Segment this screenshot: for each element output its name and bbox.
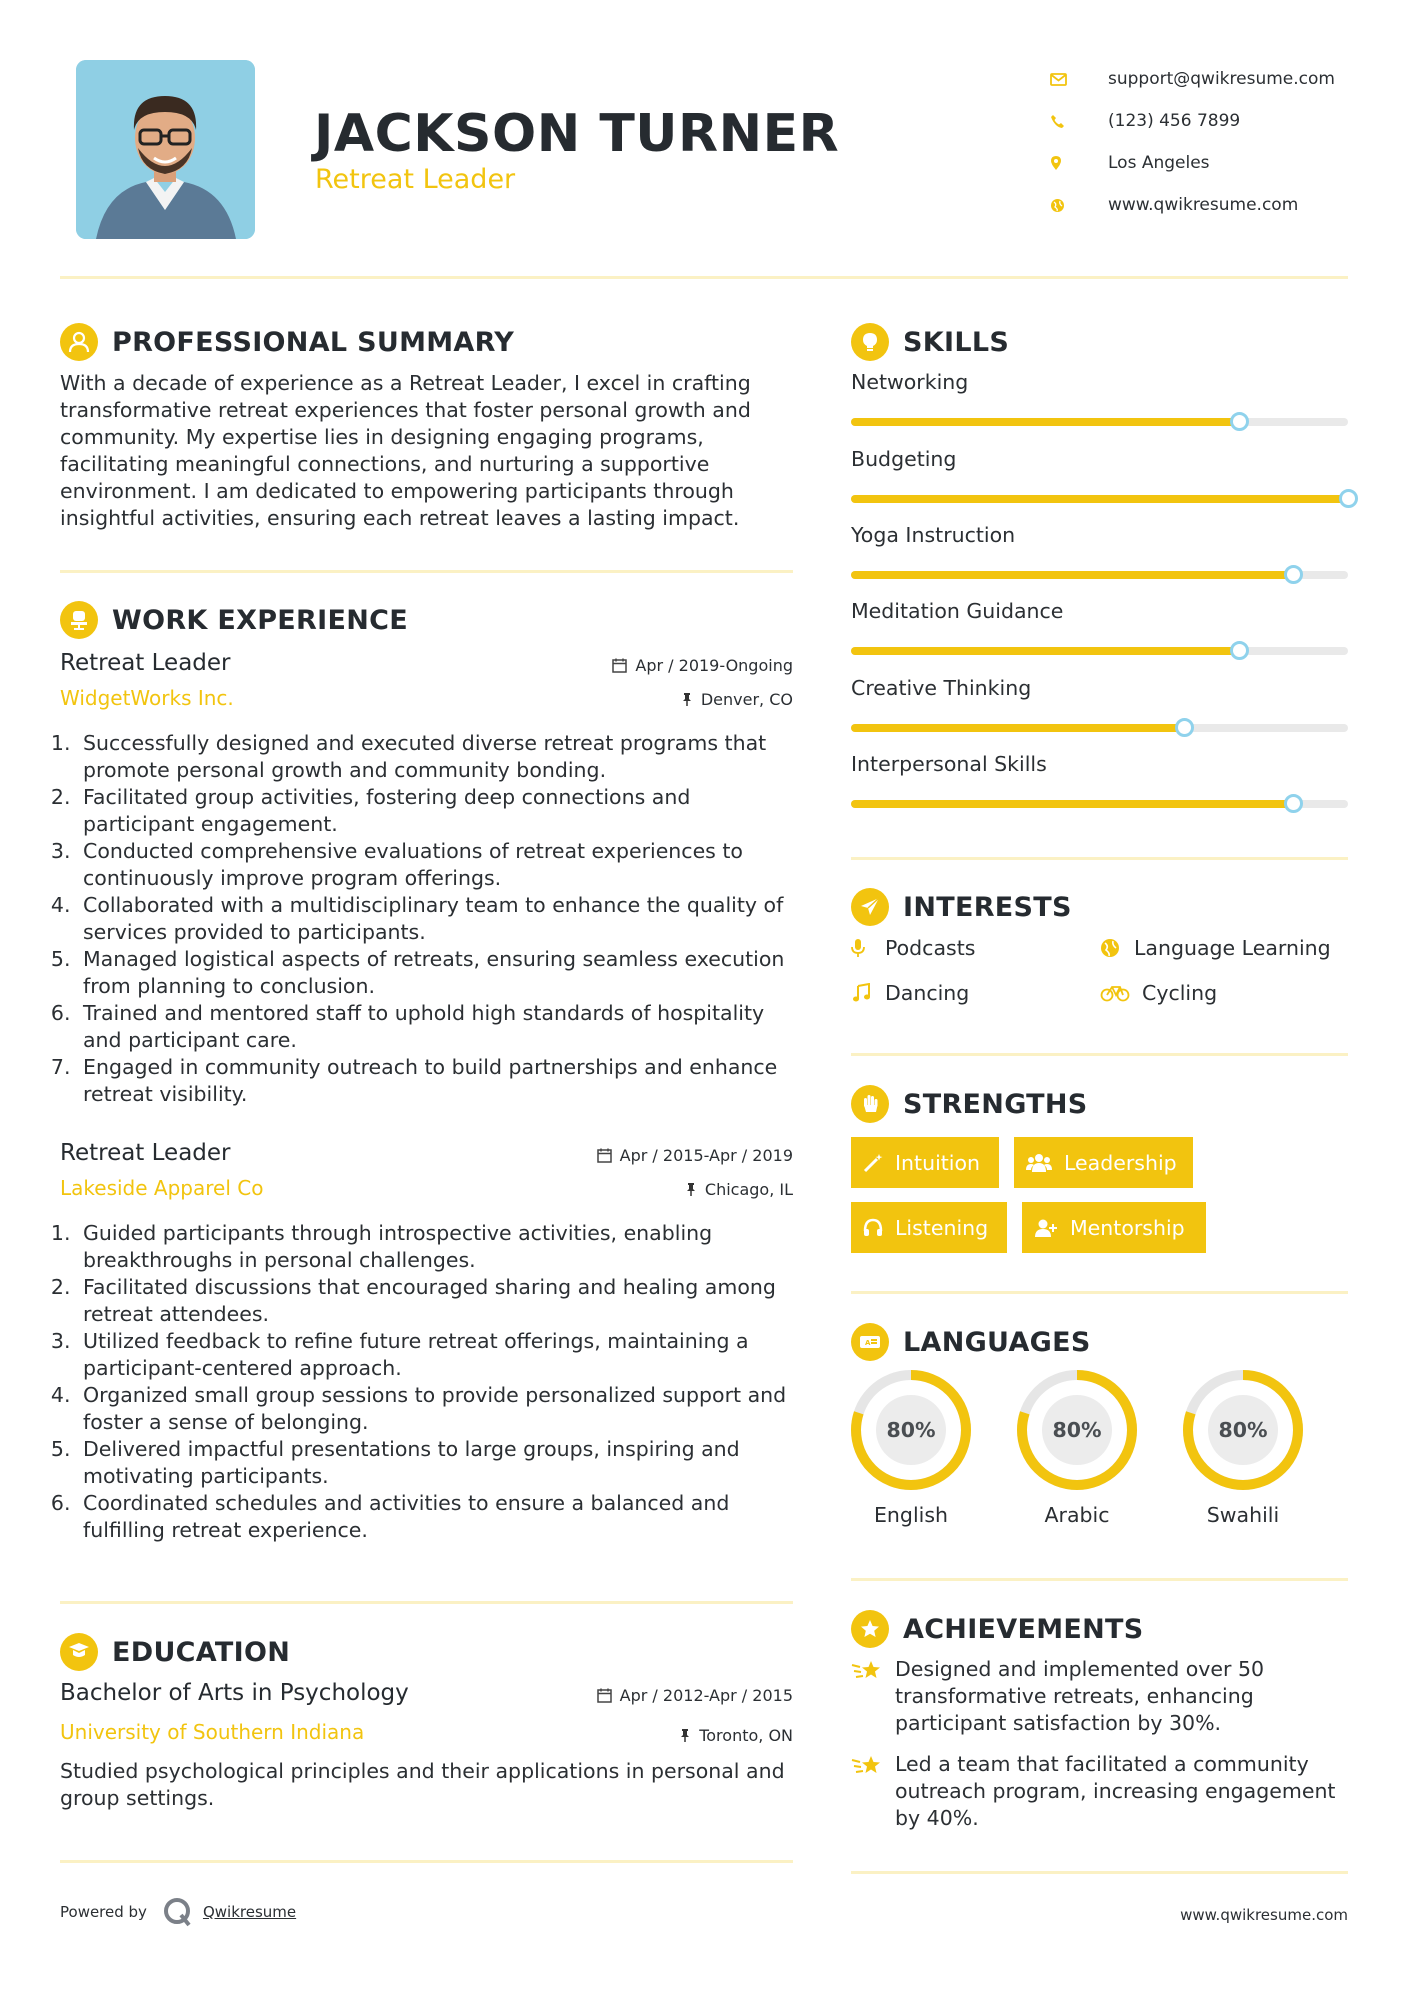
skill-bar (851, 724, 1348, 732)
skill-name: Interpersonal Skills (851, 752, 1047, 776)
interest-label: Cycling (1142, 981, 1218, 1005)
skills-heading (851, 323, 1009, 361)
users-icon (1026, 1153, 1052, 1173)
pushpin-icon (681, 692, 693, 707)
education-dates-text: Apr / 2012-Apr / 2015 (619, 1686, 793, 1705)
strength-label: Intuition (895, 1150, 981, 1175)
duty-item: 7. Engaged in community outreach to build partnerships and enhance retreat visibility. (77, 1054, 793, 1108)
pushpin-icon (685, 1182, 697, 1197)
duty-item: 5. Delivered impactful presentations to large groups, inspiring and motivating participants. (77, 1436, 793, 1490)
job-company: WidgetWorks Inc. (60, 686, 234, 710)
language-percent: 80% (1218, 1418, 1268, 1442)
language-percent: 80% (1052, 1418, 1102, 1442)
skill-bar-knob (1284, 794, 1303, 813)
profile-photo (76, 60, 255, 239)
skill-item (851, 599, 1348, 655)
skill-item (851, 370, 1348, 426)
duty-item: 3. Utilized feedback to refine future retreat offerings, maintaining a participant-centered approach. (77, 1328, 793, 1382)
job-duties (60, 730, 793, 1108)
achievements-heading-text: ACHIEVEMENTS (903, 1613, 1144, 1645)
skill-bar-knob (1284, 565, 1303, 584)
strength-tag (851, 1137, 999, 1188)
education-divider (60, 1860, 793, 1863)
interests-heading (851, 888, 1072, 926)
achievements-divider (851, 1871, 1348, 1874)
strengths-divider (851, 1291, 1348, 1294)
duty-item: 4. Organized small group sessions to provide personalized support and foster a sense of belonging. (77, 1382, 793, 1436)
job-dates (612, 656, 793, 675)
interest-label: Language Learning (1134, 936, 1331, 960)
candidate-name: JACKSON TURNER (314, 104, 840, 164)
shooting-star-icon (851, 1656, 895, 1737)
job-dates-text: Apr / 2019-Ongoing (635, 656, 793, 675)
language-name: English (873, 1503, 949, 1527)
languages-divider (851, 1578, 1348, 1581)
language-name: Swahili (1206, 1503, 1280, 1527)
powered-by-text: Powered by (60, 1903, 147, 1921)
skill-bar (851, 495, 1348, 503)
skill-bar-knob (1230, 412, 1249, 431)
skill-name: Networking (851, 370, 969, 394)
footer-powered-by (60, 1895, 296, 1929)
job-dates-text: Apr / 2015-Apr / 2019 (619, 1146, 793, 1165)
duty-item: 2. Facilitated group activities, fostering deep connections and participant engagement. (77, 784, 793, 838)
strength-label: Mentorship (1070, 1215, 1185, 1240)
summary-heading (60, 323, 514, 361)
job-role: Retreat Leader (60, 1140, 231, 1166)
duty-item: 4. Collaborated with a multidisciplinary team to enhance the quality of services provided to participants. (77, 892, 793, 946)
job-location (685, 1180, 793, 1199)
user-icon (60, 323, 98, 361)
contact-email-text: support@qwikresume.com (1108, 69, 1335, 89)
job-entry (60, 650, 793, 1108)
education-description: Studied psychological principles and their applications in personal and group settings. (60, 1759, 785, 1810)
globe-icon (1100, 938, 1126, 958)
interest-label: Dancing (885, 981, 970, 1005)
contact-website[interactable] (1050, 184, 1380, 226)
language-item (1182, 1369, 1304, 1527)
lightbulb-icon (851, 323, 889, 361)
degree: Bachelor of Arts in Psychology (60, 1680, 409, 1706)
footer-website[interactable]: www.qwikresume.com (1180, 1906, 1348, 1924)
contact-website-text: www.qwikresume.com (1108, 195, 1299, 215)
skill-item (851, 676, 1348, 732)
skill-bar-fill (851, 495, 1348, 503)
experience-heading (60, 601, 408, 639)
education-heading-text: EDUCATION (112, 1636, 291, 1668)
achievement-item (851, 1751, 1348, 1832)
pushpin-icon (679, 1728, 691, 1743)
education-heading (60, 1633, 290, 1671)
qwikresume-logo-icon (161, 1895, 195, 1929)
job-company: Lakeside Apparel Co (60, 1176, 264, 1200)
contact-info (1050, 58, 1380, 226)
calendar-icon (597, 1688, 612, 1703)
contact-phone-text: (123) 456 7899 (1108, 111, 1241, 131)
microphone-icon (851, 938, 877, 958)
education-dates (597, 1686, 793, 1705)
language-item (850, 1369, 972, 1527)
job-location-text: Denver, CO (700, 690, 793, 709)
experience-heading-text: WORK EXPERIENCE (112, 604, 408, 636)
job-location-text: Chicago, IL (704, 1180, 793, 1199)
skill-item (851, 447, 1348, 503)
qwikresume-link[interactable]: Qwikresume (202, 1903, 297, 1921)
contact-phone[interactable] (1050, 100, 1380, 142)
job-entry (60, 1140, 793, 1544)
duty-item: 1. Successfully designed and executed diverse retreat programs that promote personal growth and community bonding. (77, 730, 793, 784)
person-portrait-icon (76, 60, 255, 239)
headphones-icon (863, 1218, 883, 1238)
skill-bar-fill (851, 418, 1239, 426)
globe-icon (1050, 198, 1078, 213)
envelope-icon (1050, 73, 1078, 86)
skills-heading-text: SKILLS (903, 326, 1010, 358)
paper-plane-icon (851, 888, 889, 926)
shooting-star-icon (851, 1751, 895, 1832)
skill-name: Yoga Instruction (851, 523, 1016, 547)
summary-heading-text: PROFESSIONAL SUMMARY (112, 326, 515, 358)
strength-tag (851, 1202, 1007, 1253)
skill-bar (851, 571, 1348, 579)
skill-name: Meditation Guidance (851, 599, 1064, 623)
svg-text:A: A (865, 1339, 871, 1347)
strength-label: Listening (895, 1215, 989, 1240)
languages-heading-text: LANGUAGES (903, 1326, 1091, 1358)
achievement-text: Led a team that facilitated a community outreach program, increasing engagement by 40%. (895, 1752, 1336, 1830)
school: University of Southern Indiana (60, 1720, 365, 1744)
header-divider (60, 276, 1348, 279)
duty-item: 5. Managed logistical aspects of retreats, ensuring seamless execution from planning to conclusion. (77, 946, 793, 1000)
achievements-heading (851, 1610, 1144, 1648)
skill-bar (851, 418, 1348, 426)
language-item (1016, 1369, 1138, 1527)
phone-icon (1050, 114, 1078, 129)
music-note-icon (851, 983, 877, 1003)
skill-bar-fill (851, 647, 1239, 655)
user-plus-icon (1034, 1218, 1058, 1238)
summary-text: With a decade of experience as a Retreat Leader, I excel in crafting transformative retreat experiences that foster personal growth and community. My expertise lies in designing engaging programs, facilitating meaningful connections, and nurturing a supportive environment. I am dedicated to empowering participants through insightful activities, ensuring each retreat leaves a lasting impact. (60, 371, 751, 530)
skill-name: Budgeting (851, 447, 957, 471)
interests-heading-text: INTERESTS (903, 891, 1072, 923)
duty-item: 6. Trained and mentored staff to uphold high standards of hospitality and participant care. (77, 1000, 793, 1054)
calendar-icon (597, 1148, 612, 1163)
skill-bar-fill (851, 571, 1293, 579)
job-role: Retreat Leader (60, 650, 231, 676)
language-percent: 80% (886, 1418, 936, 1442)
job-location (681, 690, 793, 709)
achievement-item (851, 1656, 1348, 1737)
contact-location (1050, 142, 1380, 184)
skill-bar-fill (851, 724, 1184, 732)
languages-heading (851, 1323, 1091, 1361)
star-badge-icon (851, 1610, 889, 1648)
map-pin-icon (1050, 155, 1078, 171)
language-card-icon (851, 1323, 889, 1361)
strength-tag (1022, 1202, 1206, 1253)
magic-wand-icon (863, 1153, 883, 1173)
skill-bar-fill (851, 800, 1293, 808)
strengths-heading-text: STRENGTHS (903, 1088, 1088, 1120)
contact-location-text: Los Angeles (1108, 153, 1210, 173)
job-duties (60, 1220, 793, 1544)
interest-item (851, 981, 969, 1005)
strengths-heading (851, 1085, 1088, 1123)
skill-bar (851, 647, 1348, 655)
candidate-title: Retreat Leader (315, 164, 516, 195)
skill-bar-knob (1175, 718, 1194, 737)
achievement-text: Designed and implemented over 50 transformative retreats, enhancing participant satisfaction by 30%. (895, 1657, 1265, 1735)
skill-bar-knob (1230, 641, 1249, 660)
education-location-text: Toronto, ON (699, 1726, 793, 1745)
calendar-icon (612, 658, 627, 673)
bicycle-icon (1100, 984, 1134, 1002)
graduate-icon (60, 1633, 98, 1671)
interest-label: Podcasts (885, 936, 976, 960)
interest-item (1100, 936, 1331, 960)
interest-item (1100, 981, 1217, 1005)
experience-divider (60, 1601, 793, 1604)
interest-item (851, 936, 975, 960)
duty-item: 6. Coordinated schedules and activities to ensure a balanced and fulfilling retreat experience. (77, 1490, 793, 1544)
education-location (679, 1726, 793, 1745)
interests-divider (851, 1053, 1348, 1056)
skill-bar-knob (1339, 489, 1358, 508)
skill-item (851, 752, 1348, 808)
duty-item: 3. Conducted comprehensive evaluations of retreat experiences to continuously improve program offerings. (77, 838, 793, 892)
strength-label: Leadership (1064, 1150, 1177, 1175)
strength-tag (1014, 1137, 1193, 1188)
contact-email[interactable] (1050, 58, 1380, 100)
skill-bar (851, 800, 1348, 808)
duty-item: 2. Facilitated discussions that encouraged sharing and healing among retreat attendees. (77, 1274, 793, 1328)
raised-hand-icon (851, 1085, 889, 1123)
skill-name: Creative Thinking (851, 676, 1032, 700)
skill-item (851, 523, 1348, 579)
job-dates (597, 1146, 793, 1165)
summary-divider (60, 570, 793, 573)
skills-divider (851, 857, 1348, 860)
duty-item: 1. Guided participants through introspective activities, enabling breakthroughs in personal challenges. (77, 1220, 793, 1274)
briefcase-chair-icon (60, 601, 98, 639)
education-entry (60, 1680, 793, 1812)
language-name: Arabic (1044, 1503, 1110, 1527)
